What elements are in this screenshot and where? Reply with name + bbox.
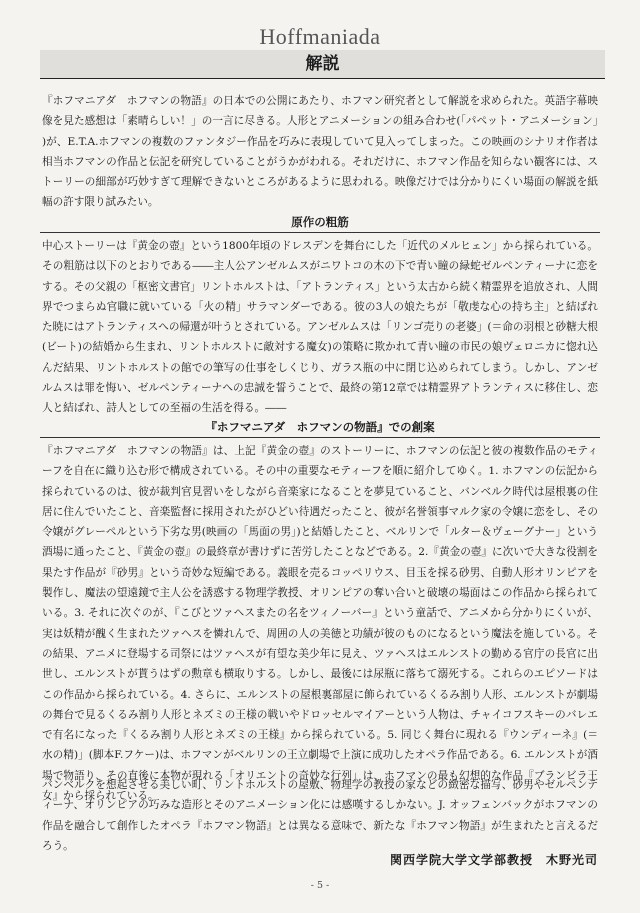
plot-paragraph: 中心ストーリーは『黄金の壺』という1800年頃のドレスデンを舞台にした「近代のメルヒェン」から採られている。その粗筋は以下のとおりである――主人公アンゼルムスがニワトコの木の下で青い瞳の緑蛇ゼルペンティーナに恋をする。その父親の「枢密文書官」リントホルストは、「アトランティス」という太古から続く精霊界を追放され、人間界でつまらぬ官職に就いている「火の精」サラマンダーである。彼の3人の娘たちが「敬虔な心の持ち主」と結ばれた暁にはアトランティスへの帰還が叶うとされている。アンゼルムスは「リンゴ売りの老婆」(＝命の羽根と砂糖大根(ビート)の結婚から生まれ、リントホルストに敵対する魔女)の策略に欺かれて青い瞳の市民の娘ヴェロニカに惚れ込んだ結果、リントホルストの館での筆写の仕事をしくじり、ガラス瓶の中に閉じ込められてしまう。しかし、アンゼルムスは罪を悔い、ゼルペンティーナへの忠誠を誓うことで、最終の第12章では精霊界アトランティスに移住し、恋人と結ばれ、詩人としての至福の生活を得る。――	[42, 240, 598, 415]
brand-logo: Hoffmaniada	[259, 24, 381, 49]
title-band	[40, 50, 605, 79]
invention-heading-rule	[40, 437, 600, 438]
plot-heading-rule	[40, 232, 600, 233]
invention-paragraph-1: 『ホフマニアダ ホフマンの物語』は、上記『黄金の壺』のストーリーに、ホフマンの伝記と彼の複数作品のモティーフを自在に織り込む形で構成されている。その中の重要なモティーフを順に紹介してゆく。1. ホフマンの伝記から採られているのは、彼が裁判官見習いをしながら音楽家になることを夢見ていること、バンベルク時代は屋根裏の住居に住んでいたこと、音楽監督に採用されたがひどい待遇だったこと、彼が名誉領事マルク家の令嬢に恋をし、その令嬢がグレーペルという下劣な男(映画の「馬面の男」)と結婚したこと、ベルリンで「ルター＆ヴェーグナー」という酒場に通ったこと、『黄金の壺』の最終章が書けずに苦労したことなどである。2.『黄金の壺』に次いで大きな役割を果たす作品が『砂男』という奇妙な短編である。義眼を売るコッペリウス、目玉を採る砂男、自動人形オリンピアを製作し、魔法の望遠鏡で主人公を誘惑する物理学教授、オリンピアの奪い合いと破壊の場面はこの作品から採られている。3. それに次ぐのが、『こびとツァヘスまたの名をツィノーバー』という童話で、アニメから分かりにくいが、実は妖精が醜く生まれたツァヘスを憐れんで、周囲の人の美徳と功績が彼のものになるという魔法を施している。その結果、アニメに登場する司祭にはツァヘスが有望な美少年に見え、ツァヘスはエルンストの勤める官庁の長官に出世し、エルンストが貰うはずの勲章も横取りする。しかし、最後には尿瓶に落ちて溺死する。これらのエピソードはこの作品から採られている。4. さらに、エルンストの屋根裏部屋に飾られているくるみ割り人形、エルンストが劇場の舞台で見るくるみ割り人形とネズミの王様の戦いやドロッセルマイアーという人物は、チャイコフスキーのバレエで有名になった『くるみ割り人形とネズミの王様』から採られている。5. 同じく舞台に現れる『ウンディーネ』(＝水の精)」(脚本F.フケー)は、ホフマンがベルリンの王立劇場で上演に成功したオペラ作品である。6. エルンストが酒場で物語り、その直後に本物が現れる「オリエントの奇妙な行列」は、ホフマンの最も幻想的な作品『ブランビラ王女』から採られている。	[42, 445, 598, 803]
page-title: 解説	[305, 54, 340, 74]
intro-paragraph: 『ホフマニアダ ホフマンの物語』の日本での公開にあたり、ホフマン研究者として解説を求められた。英語字幕映像を見た感想は「素晴らしい！」の一言に尽きる。人形とアニメーションの組み合わせ(「パペット・アニメーション」)が、E.T.A.ホフマンの複数のファンタジー作品を巧みに表現していて見入ってしまった。この映画のシナリオ作者は相当ホフマンの作品と伝記を研究していることがうかがわれる。それだけに、ホフマン作品を知らない観客には、ストーリーの細部が巧妙すぎて理解できないところがあるように思われる。映像だけでは分かりにくい場面の解説を紙幅の許す限り試みたい。	[42, 95, 598, 209]
author-signature: 関西学院大学文学部教授 木野光司	[389, 853, 598, 867]
invention-paragraph-2: バンベルクを想起させる美しい町、リントホルストの屋敷、物理学の教授の家などの緻密な描写、砂男やゼルペンティーナ、オリンピアの巧みな造形とそのアニメーション化には感嘆するしかない。J. オッフェンバックがホフマンの作品を融合して創作したオペラ『ホフマン物語』とは異なる意味で、新たな『ホフマン物語』が生まれたと言えるだろう。	[42, 779, 598, 852]
plot-heading: 原作の粗筋	[291, 215, 349, 229]
invention-heading: 『ホフマニアダ ホフマンの物語』での創案	[205, 420, 435, 434]
page-number: - 5 -	[310, 880, 330, 891]
